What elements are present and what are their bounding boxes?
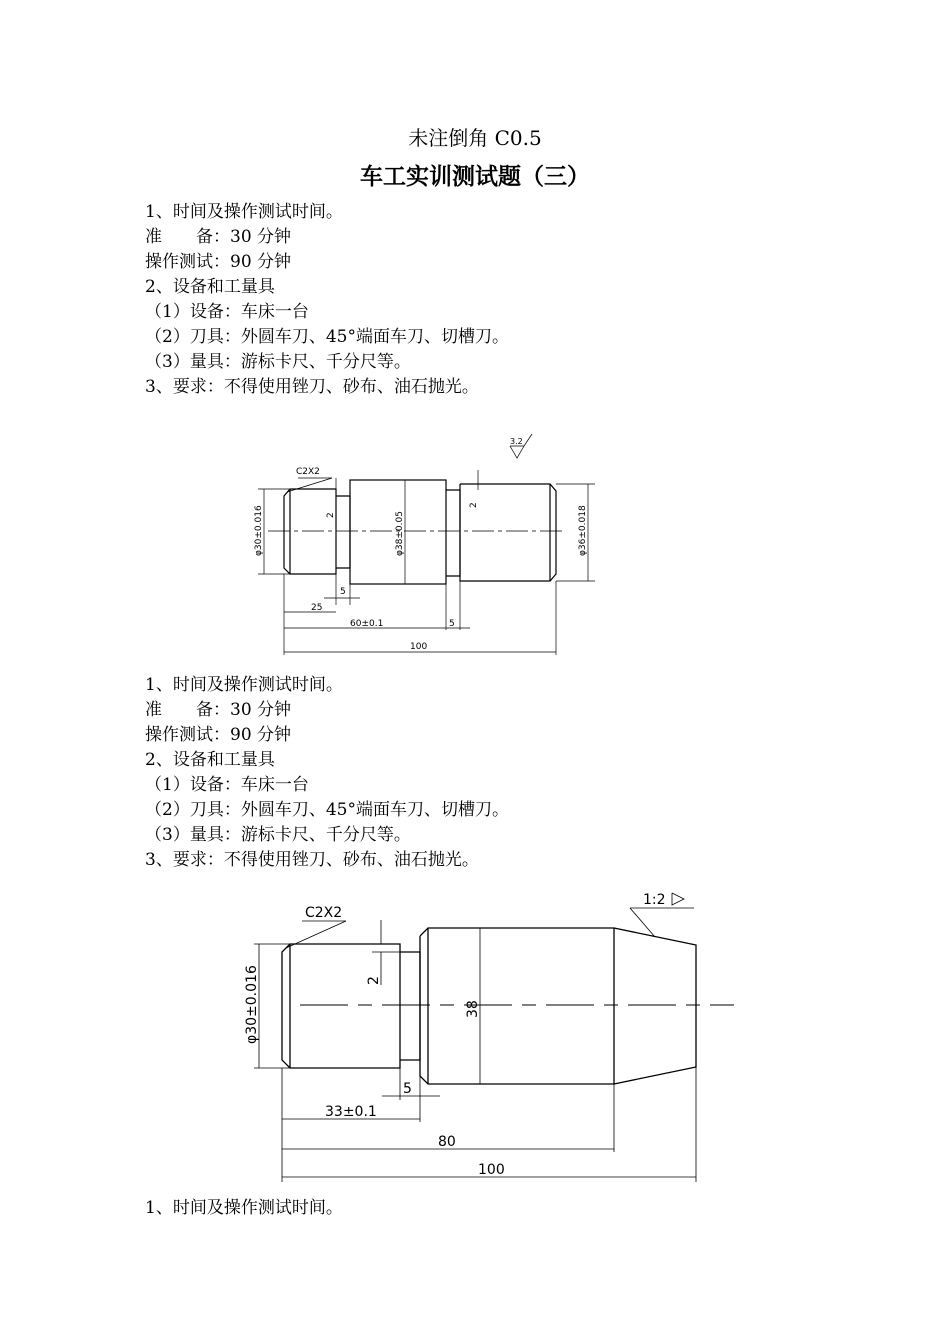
dimension-label: φ30±0.016 [244, 965, 260, 1044]
page-title: 车工实训测试题（三） [360, 164, 590, 190]
dimension-label: 2 [469, 502, 479, 508]
chamfer-note: 未注倒角 C0.5 [408, 126, 542, 150]
text-line: 准 备：30 分钟 [145, 700, 292, 720]
dimension-label: 80 [438, 1134, 456, 1150]
text-line: 操作测试：90 分钟 [145, 725, 292, 745]
dimension-label: 33±0.1 [325, 1104, 377, 1120]
requirements-block-2 [145, 673, 509, 873]
text-line: 准 备：30 分钟 [145, 227, 292, 247]
requirements-block-3 [145, 1196, 343, 1221]
text-line: （2）刀具：外圆车刀、45°端面车刀、切槽刀。 [145, 800, 509, 820]
dimension-label: 38 [465, 1000, 481, 1018]
text-line: （1）设备：车床一台 [145, 775, 309, 795]
text-line: 1、时间及操作测试时间。 [145, 202, 343, 222]
dimension-label: 5 [340, 587, 346, 597]
shaft-drawing-1 [240, 425, 620, 660]
text-line: 2、设备和工量具 [145, 277, 275, 297]
text-line: （3）量具：游标卡尺、千分尺等。 [145, 352, 411, 372]
dimension-label: 2 [326, 512, 336, 518]
dimension-label: φ36±0.018 [578, 505, 588, 556]
roughness-label: 3.2 [510, 437, 523, 446]
taper-label: 1:2 [643, 892, 666, 908]
text-line: 3、要求：不得使用锉刀、砂布、油石抛光。 [145, 850, 479, 870]
text-line: 3、要求：不得使用锉刀、砂布、油石抛光。 [145, 377, 479, 397]
dimension-label: φ30±0.016 [254, 505, 264, 556]
dimension-label: 2 [366, 976, 382, 985]
text-line: （1）设备：车床一台 [145, 302, 309, 322]
chamfer-label: C2X2 [305, 905, 343, 921]
text-line: 1、时间及操作测试时间。 [145, 675, 343, 695]
dimension-label: 60±0.1 [350, 619, 384, 629]
dimension-label: 5 [449, 619, 455, 629]
dimension-label: φ38±0.05 [395, 511, 405, 556]
text-line: （2）刀具：外圆车刀、45°端面车刀、切槽刀。 [145, 327, 509, 347]
text-line: （3）量具：游标卡尺、千分尺等。 [145, 825, 411, 845]
dimension-label: 25 [311, 603, 323, 613]
text-line: 操作测试：90 分钟 [145, 252, 292, 272]
dimension-label: 5 [403, 1081, 412, 1097]
dimension-label: 100 [478, 1162, 505, 1178]
text-line: 1、时间及操作测试时间。 [145, 1198, 343, 1218]
text-line: 2、设备和工量具 [145, 750, 275, 770]
requirements-block-1 [145, 200, 509, 400]
dimension-label: 100 [410, 642, 428, 652]
chamfer-label: C2X2 [296, 467, 320, 477]
shaft-drawing-2 [235, 880, 745, 1185]
